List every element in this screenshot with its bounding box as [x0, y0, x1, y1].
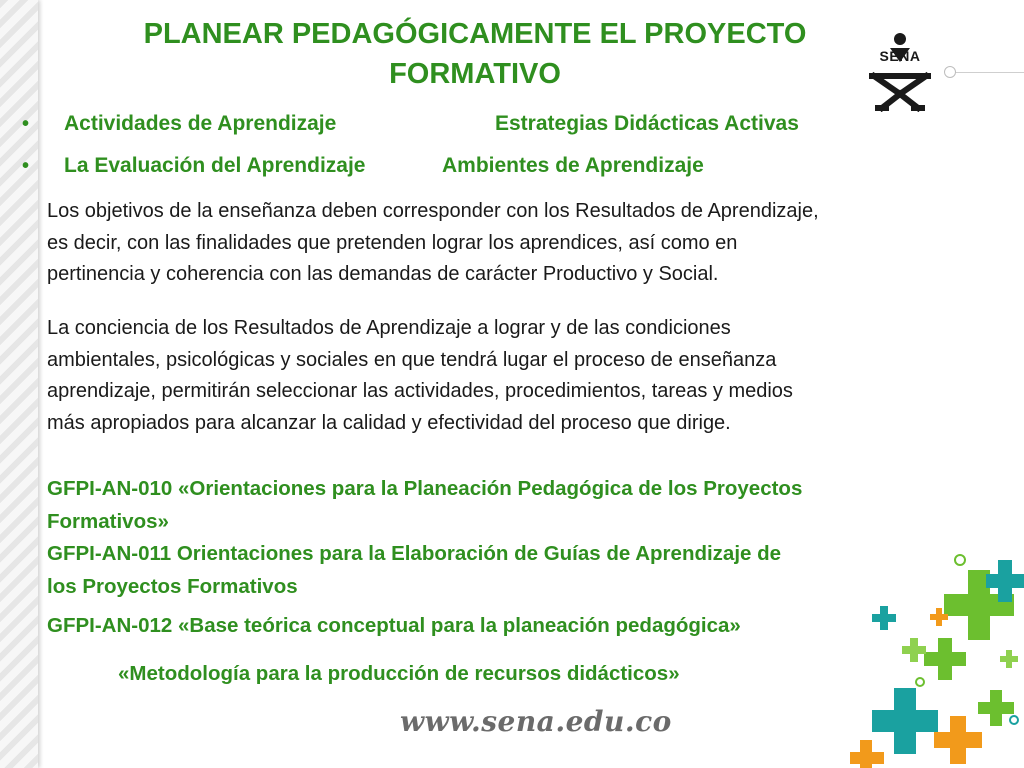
bullet-row-1 [22, 109, 922, 139]
paragraph-awareness [47, 313, 997, 439]
decorative-crosses-icon [850, 540, 1024, 768]
bullet-icon: • [22, 155, 30, 177]
bullet-item-strategies: Estrategias Didácticas Activas [495, 112, 799, 135]
paragraph-line: Los objetivos de la enseñanza deben corresponder con los Resultados de Aprendizaje, [47, 200, 819, 222]
logo-divider-line [954, 72, 1024, 73]
bullet-item-evaluation: La Evaluación del Aprendizaje [64, 154, 366, 177]
bullet-item-activities: Actividades de Aprendizaje [64, 112, 337, 135]
reference-line: GFPI-AN-012 «Base teórica conceptual para la planeación pedagógica» [47, 614, 741, 637]
paragraph-line: aprendizaje, permitirán seleccionar las actividades, procedimientos, tareas y medios [47, 380, 793, 402]
logo-ring-icon [944, 66, 956, 78]
paragraph-line: La conciencia de los Resultados de Aprendizaje a lograr y de las condiciones [47, 317, 731, 339]
reference-line: los Proyectos Formativos [47, 575, 298, 598]
reference-gfpi-an-010 [47, 472, 967, 538]
bullet-item-environments: Ambientes de Aprendizaje [442, 154, 704, 177]
paragraph-line: es decir, con las finalidades que pretenden lograr los aprendices, así como en [47, 231, 738, 254]
reference-line: «Metodología para la producción de recursos didácticos» [118, 662, 680, 685]
paragraph-line: ambientales, psicológicas y sociales en que tendrá lugar el proceso de enseñanza [47, 348, 777, 371]
reference-gfpi-an-012 [47, 609, 967, 642]
reference-line: Formativos» [47, 510, 169, 533]
paragraph-line: pertinencia y coherencia con las demandas de carácter Productivo y Social. [47, 263, 719, 285]
page-title [90, 14, 860, 94]
title-line-1: PLANEAR PEDAGÓGICAMENTE EL PROYECTO [143, 18, 807, 50]
bullet-icon: • [22, 113, 30, 135]
sena-logo-icon [860, 28, 940, 112]
reference-line: GFPI-AN-011 Orientaciones para la Elaboración de Guías de Aprendizaje de [47, 542, 782, 565]
sena-logo [860, 28, 1024, 112]
reference-line: GFPI-AN-010 «Orientaciones para la Planeación Pedagógica de los Proyectos [47, 477, 803, 500]
reference-gfpi-an-011 [47, 537, 967, 603]
title-line-2: FORMATIVO [389, 58, 561, 90]
paragraph-line: más apropiados para alcanzar la calidad y efectividad del proceso que dirige. [47, 411, 731, 434]
bullet-row-2 [22, 151, 922, 181]
logo-text: SENA [879, 48, 921, 64]
paragraph-objectives [47, 196, 997, 291]
footer-website-url: www.sena.edu.co [400, 705, 672, 738]
